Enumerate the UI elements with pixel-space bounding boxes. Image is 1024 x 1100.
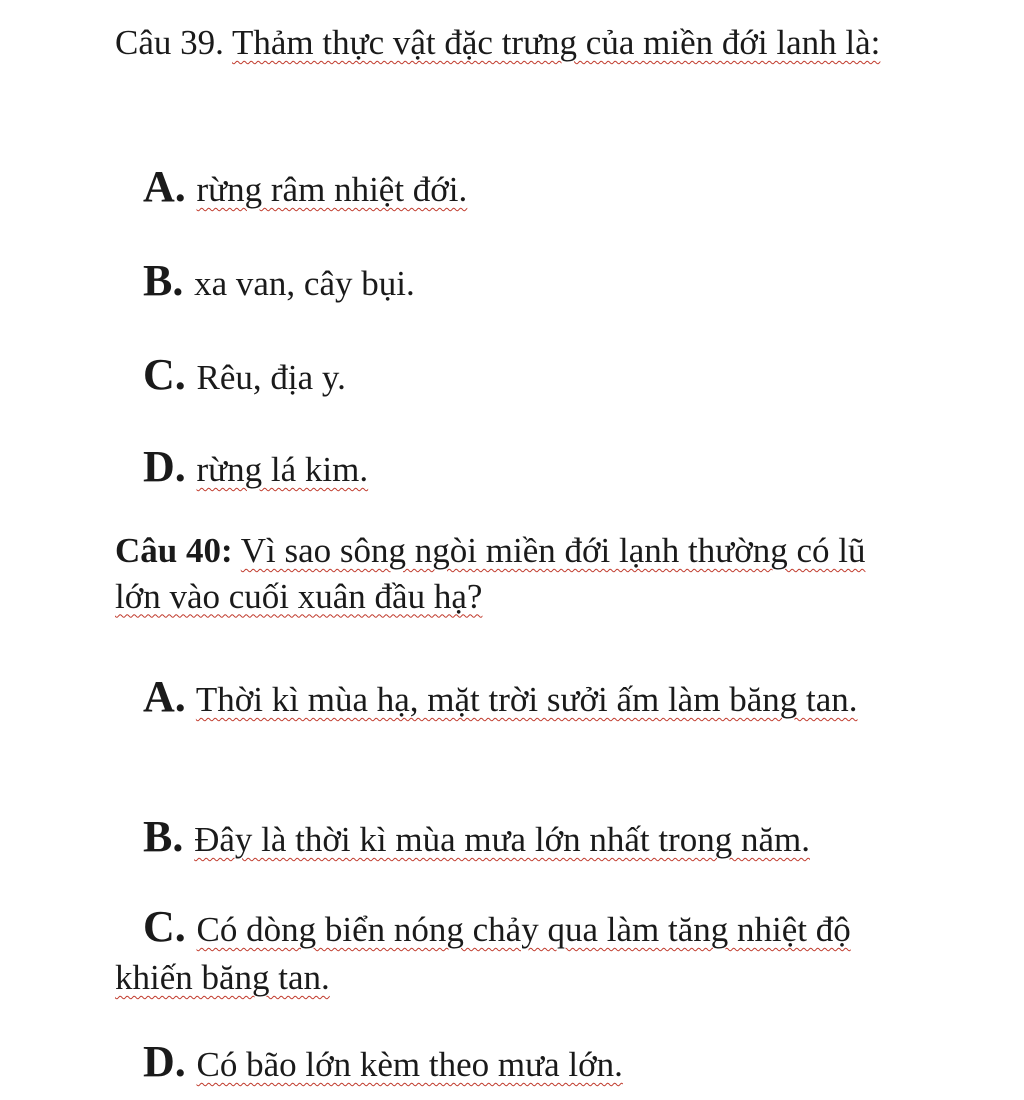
- option-text: xa van, cây bụi.: [194, 264, 415, 303]
- question-40-option-d: [143, 1033, 923, 1090]
- option-text: Có dòng biển nóng chảy qua làm tăng nhiệt độ khiến băng tan.: [115, 910, 851, 998]
- option-text: Có bão lớn kèm theo mưa lớn.: [196, 1045, 623, 1084]
- option-letter: D.: [143, 1037, 186, 1086]
- question-40-text: Vì sao sông ngòi miền đới lạnh thường có lũ lớn vào cuối xuân đầu hạ?: [115, 531, 866, 616]
- option-text: Đây là thời kì mùa mưa lớn nhất trong năm.: [194, 820, 810, 859]
- option-letter: B.: [143, 256, 184, 305]
- option-letter: C.: [143, 350, 186, 399]
- question-39-text: Thảm thực vật đặc trưng của miền đới lanh là:: [232, 23, 881, 62]
- question-39-title: [115, 20, 895, 66]
- question-39-option-d: [143, 438, 368, 495]
- question-39-number: Câu 39.: [115, 23, 224, 62]
- question-40-title: [115, 528, 905, 619]
- option-text: rừng râm nhiệt đới.: [196, 170, 468, 209]
- question-40-option-a: [113, 668, 903, 725]
- option-text: Thời kì mùa hạ, mặt trời sưởi ấm làm băng tan.: [195, 680, 858, 719]
- question-39-option-b: [143, 252, 415, 309]
- option-letter: A.: [143, 162, 186, 211]
- question-40-number: Câu 40:: [115, 531, 233, 570]
- question-39-option-c: [143, 346, 346, 403]
- option-letter: A.: [143, 672, 186, 721]
- option-letter: D.: [143, 442, 186, 491]
- option-text: Rêu, địa y.: [196, 358, 346, 397]
- question-39-option-a: [143, 158, 467, 215]
- option-letter: B.: [143, 812, 184, 861]
- question-40-option-b: [143, 808, 923, 865]
- option-letter: C.: [143, 902, 186, 951]
- question-40-option-c: [115, 898, 905, 1001]
- option-text: rừng lá kim.: [196, 450, 369, 489]
